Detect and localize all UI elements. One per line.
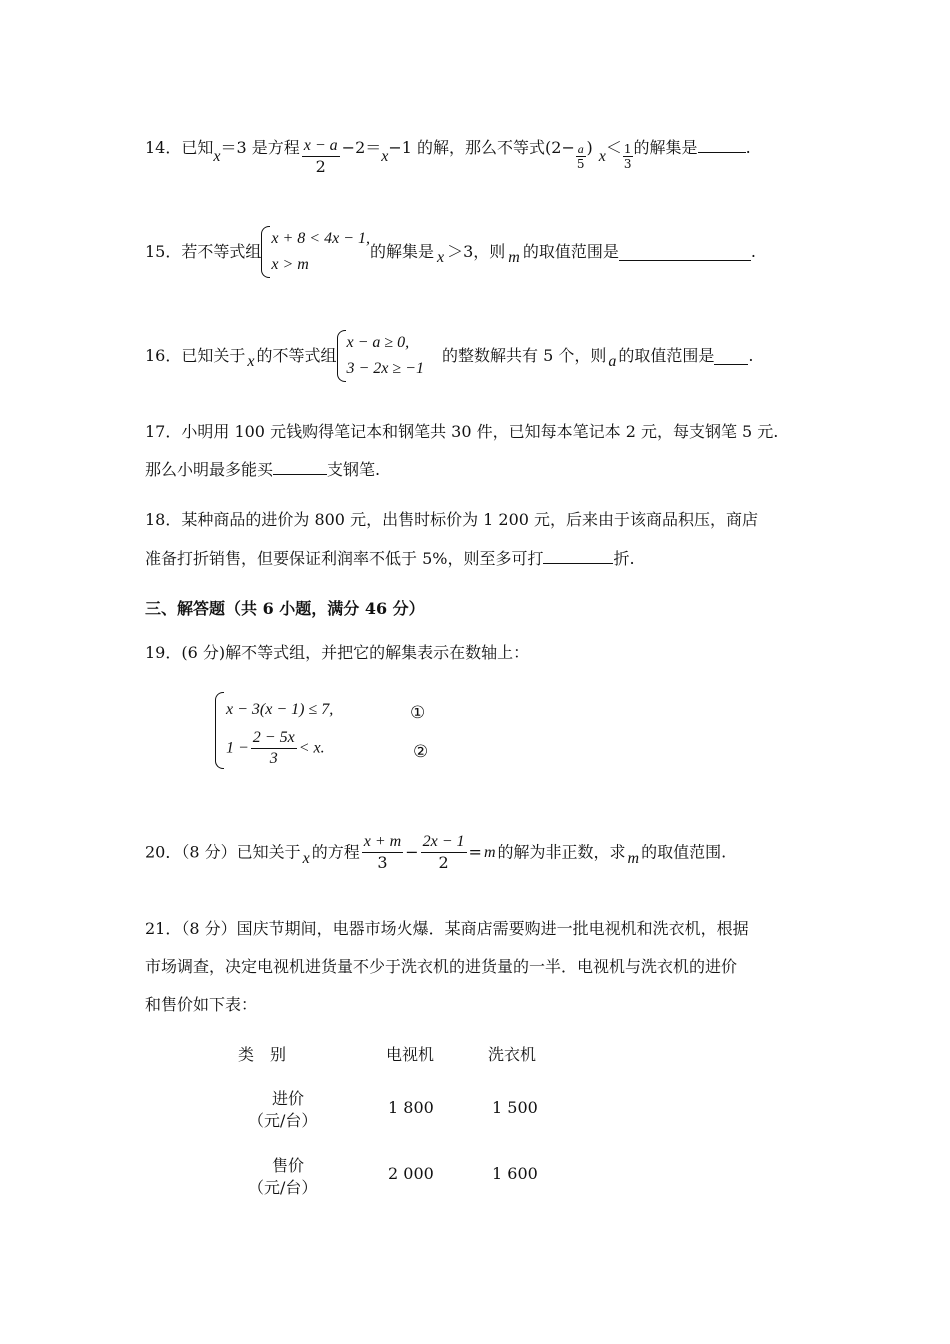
table-row-label: 售价 xyxy=(272,1156,305,1175)
answer-blank[interactable] xyxy=(619,244,751,261)
question-17-line-1: 17．小明用 100 元钱购得笔记本和钢笔共 30 件，已知每本笔记本 2 元，每支钢笔 5 元. xyxy=(145,422,779,441)
small-fraction: $\frac{a}{5}$ xyxy=(576,142,585,171)
question-21-line-1: 21．（8 分）国庆节期间，电器市场火爆．某商店需要购进一批电视机和洗衣机，根据 xyxy=(145,919,749,938)
table-row-unit: （元/台） xyxy=(248,1178,318,1197)
section-heading: 三、解答题（共 6 小题，满分 46 分） xyxy=(145,599,425,618)
table-cell-washer: 1 500 xyxy=(492,1098,538,1117)
question-21-line-2: 市场调查，决定电视机进货量不少于洗衣机的进货量的一半．电视机与洗衣机的进价 xyxy=(145,957,738,976)
table-header-category: 类 别 xyxy=(238,1045,287,1064)
small-fraction: $\frac{1}{3}$ xyxy=(623,142,632,171)
question-16: 16．已知关于 x 的不等式组 x − a ≥ 0, 3 − 2x ≥ −1 的整数解共有 5 个，则 a 的取值范围是 . xyxy=(145,330,753,382)
fraction: $\frac{2 - 5x}{3}$ xyxy=(252,729,295,767)
table-cell-tv: 2 000 xyxy=(388,1164,434,1183)
answer-blank[interactable] xyxy=(698,136,746,153)
circled-two: ② xyxy=(413,742,429,762)
answer-blank[interactable] xyxy=(714,348,748,365)
inequality-system: x − 3(x − 1) ≤ 7, 1 − $\frac{2 - 5x}{3}$ < x. xyxy=(215,692,333,769)
table-cell-tv: 1 800 xyxy=(388,1098,434,1117)
fraction: $\frac{x - a}{2}$ xyxy=(303,137,338,176)
table-header-tv: 电视机 xyxy=(386,1045,435,1064)
question-18-line-2: 准备打折销售，但要保证利润率不低于 5%，则至多可打 折. xyxy=(145,549,635,568)
question-19-system xyxy=(215,692,333,769)
question-17-line-2: 那么小明最多能买 支钢笔. xyxy=(145,460,381,479)
table-header-washer: 洗衣机 xyxy=(488,1045,537,1064)
question-20: 20．（8 分）已知关于 x 的方程 $\frac{x + m}{3}$ − $\frac{2x - 1}{2}$ = m 的解为非正数，求 m 的取值范围. xyxy=(145,833,727,872)
answer-blank[interactable] xyxy=(543,547,613,564)
table-cell-washer: 1 600 xyxy=(492,1164,538,1183)
question-19: 19．(6 分)解不等式组，并把它的解集表示在数轴上： xyxy=(145,643,530,662)
table-row-unit: （元/台） xyxy=(248,1111,318,1130)
inequality-system: x − a ≥ 0, 3 − 2x ≥ −1 xyxy=(337,330,424,382)
table-row-label: 进价 xyxy=(272,1089,305,1108)
fraction: $\frac{2x - 1}{2}$ xyxy=(422,833,465,872)
fraction: $\frac{x + m}{3}$ xyxy=(363,833,402,872)
inequality-system: x + 8 < 4x − 1, x > m xyxy=(261,226,370,278)
circled-one: ① xyxy=(410,703,426,723)
question-21-line-3: 和售价如下表： xyxy=(145,995,258,1014)
answer-blank[interactable] xyxy=(273,458,327,475)
question-15: 15．若不等式组 x + 8 < 4x − 1, x > m 的解集是 x ＞3，则 m 的取值范围是 . xyxy=(145,226,756,278)
question-14: 14．已知x＝3 是方程 $\frac{x - a}{2}$ −2＝x−1 的解，那么不等式(2− $\frac{a}{5}$ ) x＜ $\frac{1}{3}$ 的解集是 . xyxy=(145,137,751,176)
question-18-line-1: 18．某种商品的进价为 800 元，出售时标价为 1 200 元，后来由于该商品积压，商店 xyxy=(145,510,759,529)
